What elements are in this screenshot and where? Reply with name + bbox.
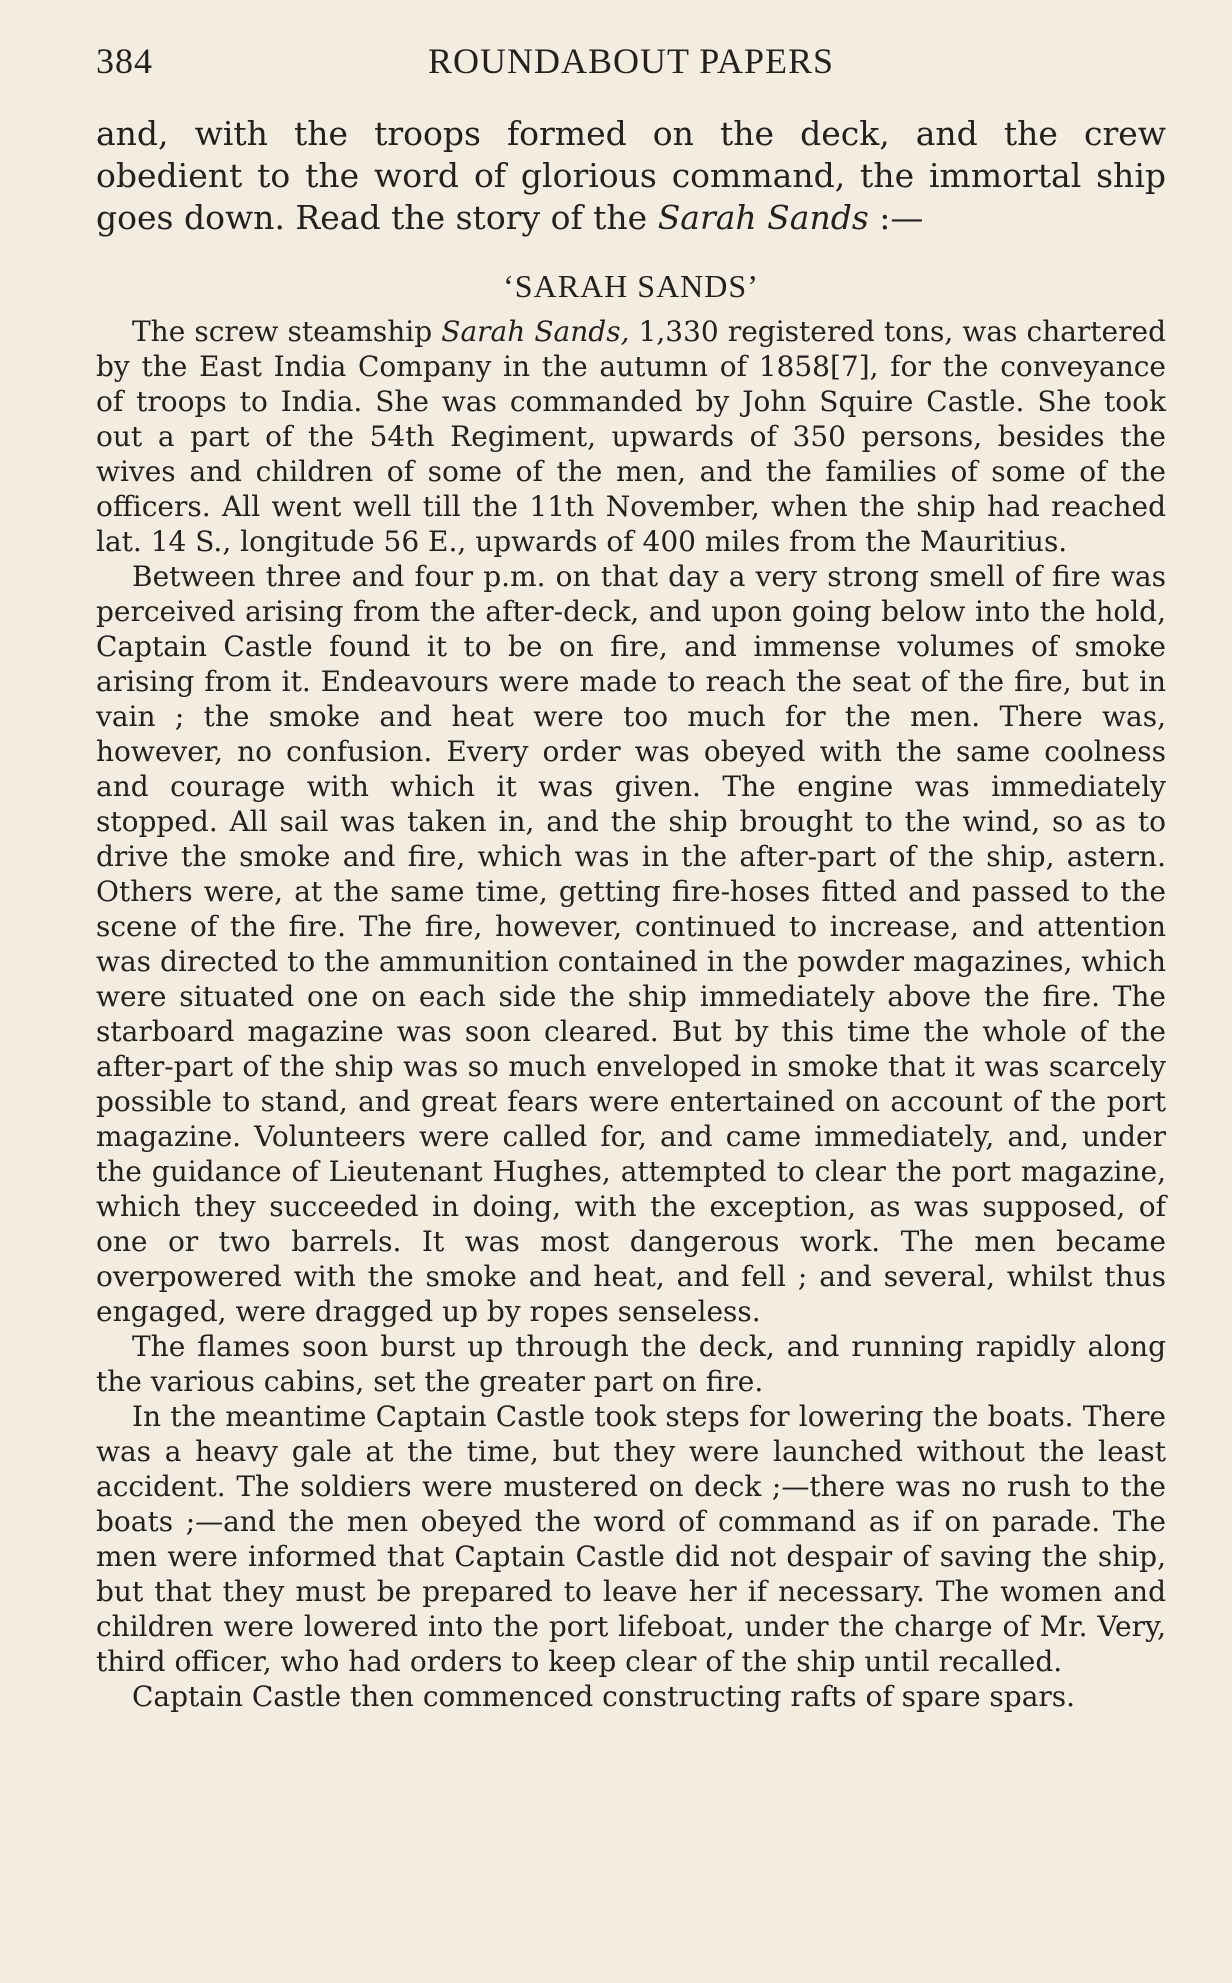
lead-ship-name: Sarah Sands (657, 198, 869, 237)
paragraph-2: Between three and four p.m. on that day a very strong smell of fire was perceived arising from the after-deck, and upon going below into the hold, Captain Castle found it to be on fire, and immense volumes of smoke arising from it. Endeavours were made to reach the seat of the fire, but in vain ; the smoke and heat were too much for the men. There was, however, no confusion. Every order was obeyed with the same coolness and courage with which it was given. The engine was immediately stopped. All sail was taken in, and the ship brought to the wind, so as to drive the smoke and fire, which was in the after-part of the ship, astern. Others were, at the same time, getting fire-hoses fitted and passed to the scene of the fire. The fire, however, continued to increase, and attention was directed to the ammunition contained in the powder magazines, which were situated one on each side the ship immediately above the fire. The starboard magazine was soon cleared. But by this time the whole of the after-part of the ship was so much enveloped in smoke that it was scarcely possible to stand, and great fears were entertained on account of the port magazine. Volunteers were called for, and came immediately, and, under the guidance of Lieutenant Hughes, attempted to clear the port magazine, which they succeeded in doing, with the exception, as was supposed, of one or two barrels. It was most dangerous work. The men became overpowered with the smoke and heat, and fell ; and several, whilst thus engaged, were dragged up by ropes senseless. (96, 560, 1166, 1328)
lead-text-end: :— (868, 198, 924, 237)
running-title: ROUNDABOUT PAPERS (427, 41, 835, 81)
paragraph-1-rest: 1,330 registered tons, was chartered by the East India Company in the autumn of 1858[7], for the conveyance of troops to India. She was commanded by John Squire Castle. She took out a part of the 54th Regiment, upwards of 350 persons, besides the wives and children of some of the men, and the families of some of the officers. All went well till the 11th November, when the ship had reached lat. 14 S., longitude 56 E., upwards of 400 miles from the Mauritius. (96, 315, 1166, 558)
paragraph-1-start: The screw steamship (132, 315, 442, 348)
lead-text-start: and, with the troops formed on the deck, and the crew obedient to the word of glorious command, the immortal ship goes down. Read the story of the (96, 114, 1166, 237)
body-text (96, 314, 1166, 1714)
lead-paragraph (96, 113, 1166, 239)
paragraph-4: In the meantime Captain Castle took steps for lowering the boats. There was a heavy gale at the time, but they were launched without the least accident. The soldiers were mustered on deck ;—there was no rush to the boats ;—and the men obeyed the word of command as if on parade. The men were informed that Captain Castle did not despair of saving the ship, but that they must be prepared to leave her if necessary. The women and children were lowered into the port lifeboat, under the charge of Mr. Very, third officer, who had orders to keep clear of the ship until recalled. (96, 1400, 1166, 1678)
running-head (96, 40, 1166, 90)
paragraph-1-ship-name: Sarah Sands, (441, 315, 630, 348)
paragraph-3: The flames soon burst up through the deck, and running rapidly along the various cabins, set the greater part on fire. (96, 1330, 1166, 1398)
section-heading: ‘SARAH SANDS’ (503, 268, 759, 304)
paragraph-5: Captain Castle then commenced constructing rafts of spare spars. (132, 1680, 1076, 1713)
paragraph-1 (96, 314, 1166, 559)
page-number: 384 (96, 41, 153, 81)
